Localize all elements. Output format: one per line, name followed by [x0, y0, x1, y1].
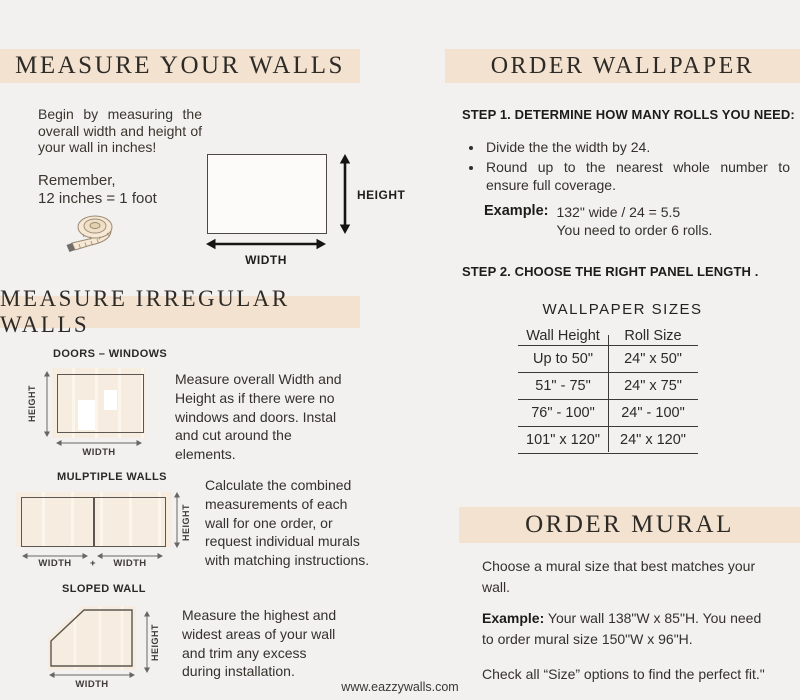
example-line2: You need to order 6 rolls. [556, 222, 713, 238]
remember-note [38, 172, 157, 208]
example-line1: 132" wide / 24 = 5.5 [556, 204, 681, 220]
sloped-wall-text: Measure the highest and widest areas of your wall and trim any excess during installation. [182, 607, 337, 680]
height-label: HEIGHT [357, 188, 406, 202]
door-shape [78, 400, 95, 430]
section-header-measure-walls [0, 49, 360, 83]
column-header: Wall Height [526, 327, 600, 344]
roll-size-cell: 24" x 75" [624, 378, 682, 394]
wallpaper-sizes-title: WALLPAPER SIZES [542, 301, 703, 318]
measure-walls-intro: Begin by measuring the overall width and height of your wall in inches! [38, 106, 202, 155]
mural-example [482, 608, 774, 649]
height-arrow-icon [337, 154, 353, 234]
wallpaper-sizes-table [518, 326, 698, 454]
mural-size-note: Check all “Size” options to find the perfect fit." [482, 666, 765, 682]
sloped-wall-label: SLOPED WALL [62, 583, 146, 595]
width-label-right: WIDTH [113, 558, 147, 569]
wall-divider [93, 497, 95, 546]
height-label: HEIGHT [27, 385, 37, 423]
plus-sign: + [90, 558, 96, 569]
multiple-walls-text: Calculate the combined measurements of each wall for one order, or request individual murals with matching instructions. [205, 477, 370, 569]
width-label-left: WIDTH [38, 558, 72, 569]
doors-windows-diagram [52, 368, 145, 438]
width-label: WIDTH [82, 447, 116, 458]
section-title: ORDER MURAL [525, 511, 734, 538]
section-header-irregular-walls [0, 286, 360, 337]
step1-example [484, 203, 712, 239]
wall-height-cell: 76" - 100" [531, 405, 595, 421]
tape-measure-icon [64, 212, 128, 262]
roll-size-cell: 24" - 100" [621, 405, 685, 421]
roll-size-cell: 24" x 50" [624, 351, 682, 367]
wall-rectangle-diagram [207, 154, 327, 234]
multiple-walls-label: MULPTIPLE WALLS [57, 471, 167, 483]
wall-height-cell: Up to 50" [533, 351, 593, 367]
table-column-divider [608, 335, 609, 452]
example-text: Your wall 138"W x 85"H. You need to order mural size 150"W x 96"H. [482, 610, 762, 647]
width-label: WIDTH [75, 679, 109, 690]
mural-intro: Choose a mural size that best matches your wall. [482, 558, 756, 595]
section-header-order-mural [459, 507, 800, 543]
section-header-order-wallpaper [445, 49, 800, 83]
example-lines [556, 203, 712, 239]
step2-title: STEP 2. CHOOSE THE RIGHT PANEL LENGTH . [462, 264, 759, 279]
section-title: MEASURE YOUR WALLS [15, 52, 345, 79]
example-label: Example: [482, 610, 545, 626]
doors-windows-label: DOORS – WINDOWS [53, 348, 168, 360]
height-label: HEIGHT [150, 624, 160, 662]
remember-line1: Remember, [38, 172, 116, 189]
step1-bullet-list [470, 138, 790, 196]
section-title: ORDER WALLPAPER [490, 52, 755, 79]
window-shape [104, 390, 117, 410]
width-arrow-icon [206, 236, 326, 252]
roll-size-cell: 24" x 120" [620, 432, 686, 448]
height-label: HEIGHT [181, 504, 191, 542]
bullet-item: • Round up to the nearest whole number to ensure full coverage. [484, 158, 790, 195]
wall-outline [57, 374, 144, 433]
multiple-walls-diagram [16, 492, 172, 547]
wall-height-cell: 51" - 75" [535, 378, 591, 394]
wall-height-cell: 101" x 120" [526, 432, 600, 448]
website-url: www.eazzywalls.com [341, 680, 459, 694]
section-title: MEASURE IRREGULAR WALLS [0, 286, 290, 337]
width-label: WIDTH [245, 253, 287, 267]
axis-arrow-icon [42, 371, 52, 437]
example-label: Example: [484, 203, 549, 219]
sloped-wall-diagram [45, 601, 140, 673]
doors-windows-text: Measure overall Width and Height as if there were no windows and doors. Instal and cut around the elements. [175, 371, 342, 463]
bullet-item: • Divide the the width by 24. [484, 138, 790, 157]
column-header: Roll Size [624, 327, 682, 344]
remember-line2: 12 inches = 1 foot [38, 190, 157, 207]
step1-title: STEP 1. DETERMINE HOW MANY ROLLS YOU NEED: [462, 107, 795, 122]
